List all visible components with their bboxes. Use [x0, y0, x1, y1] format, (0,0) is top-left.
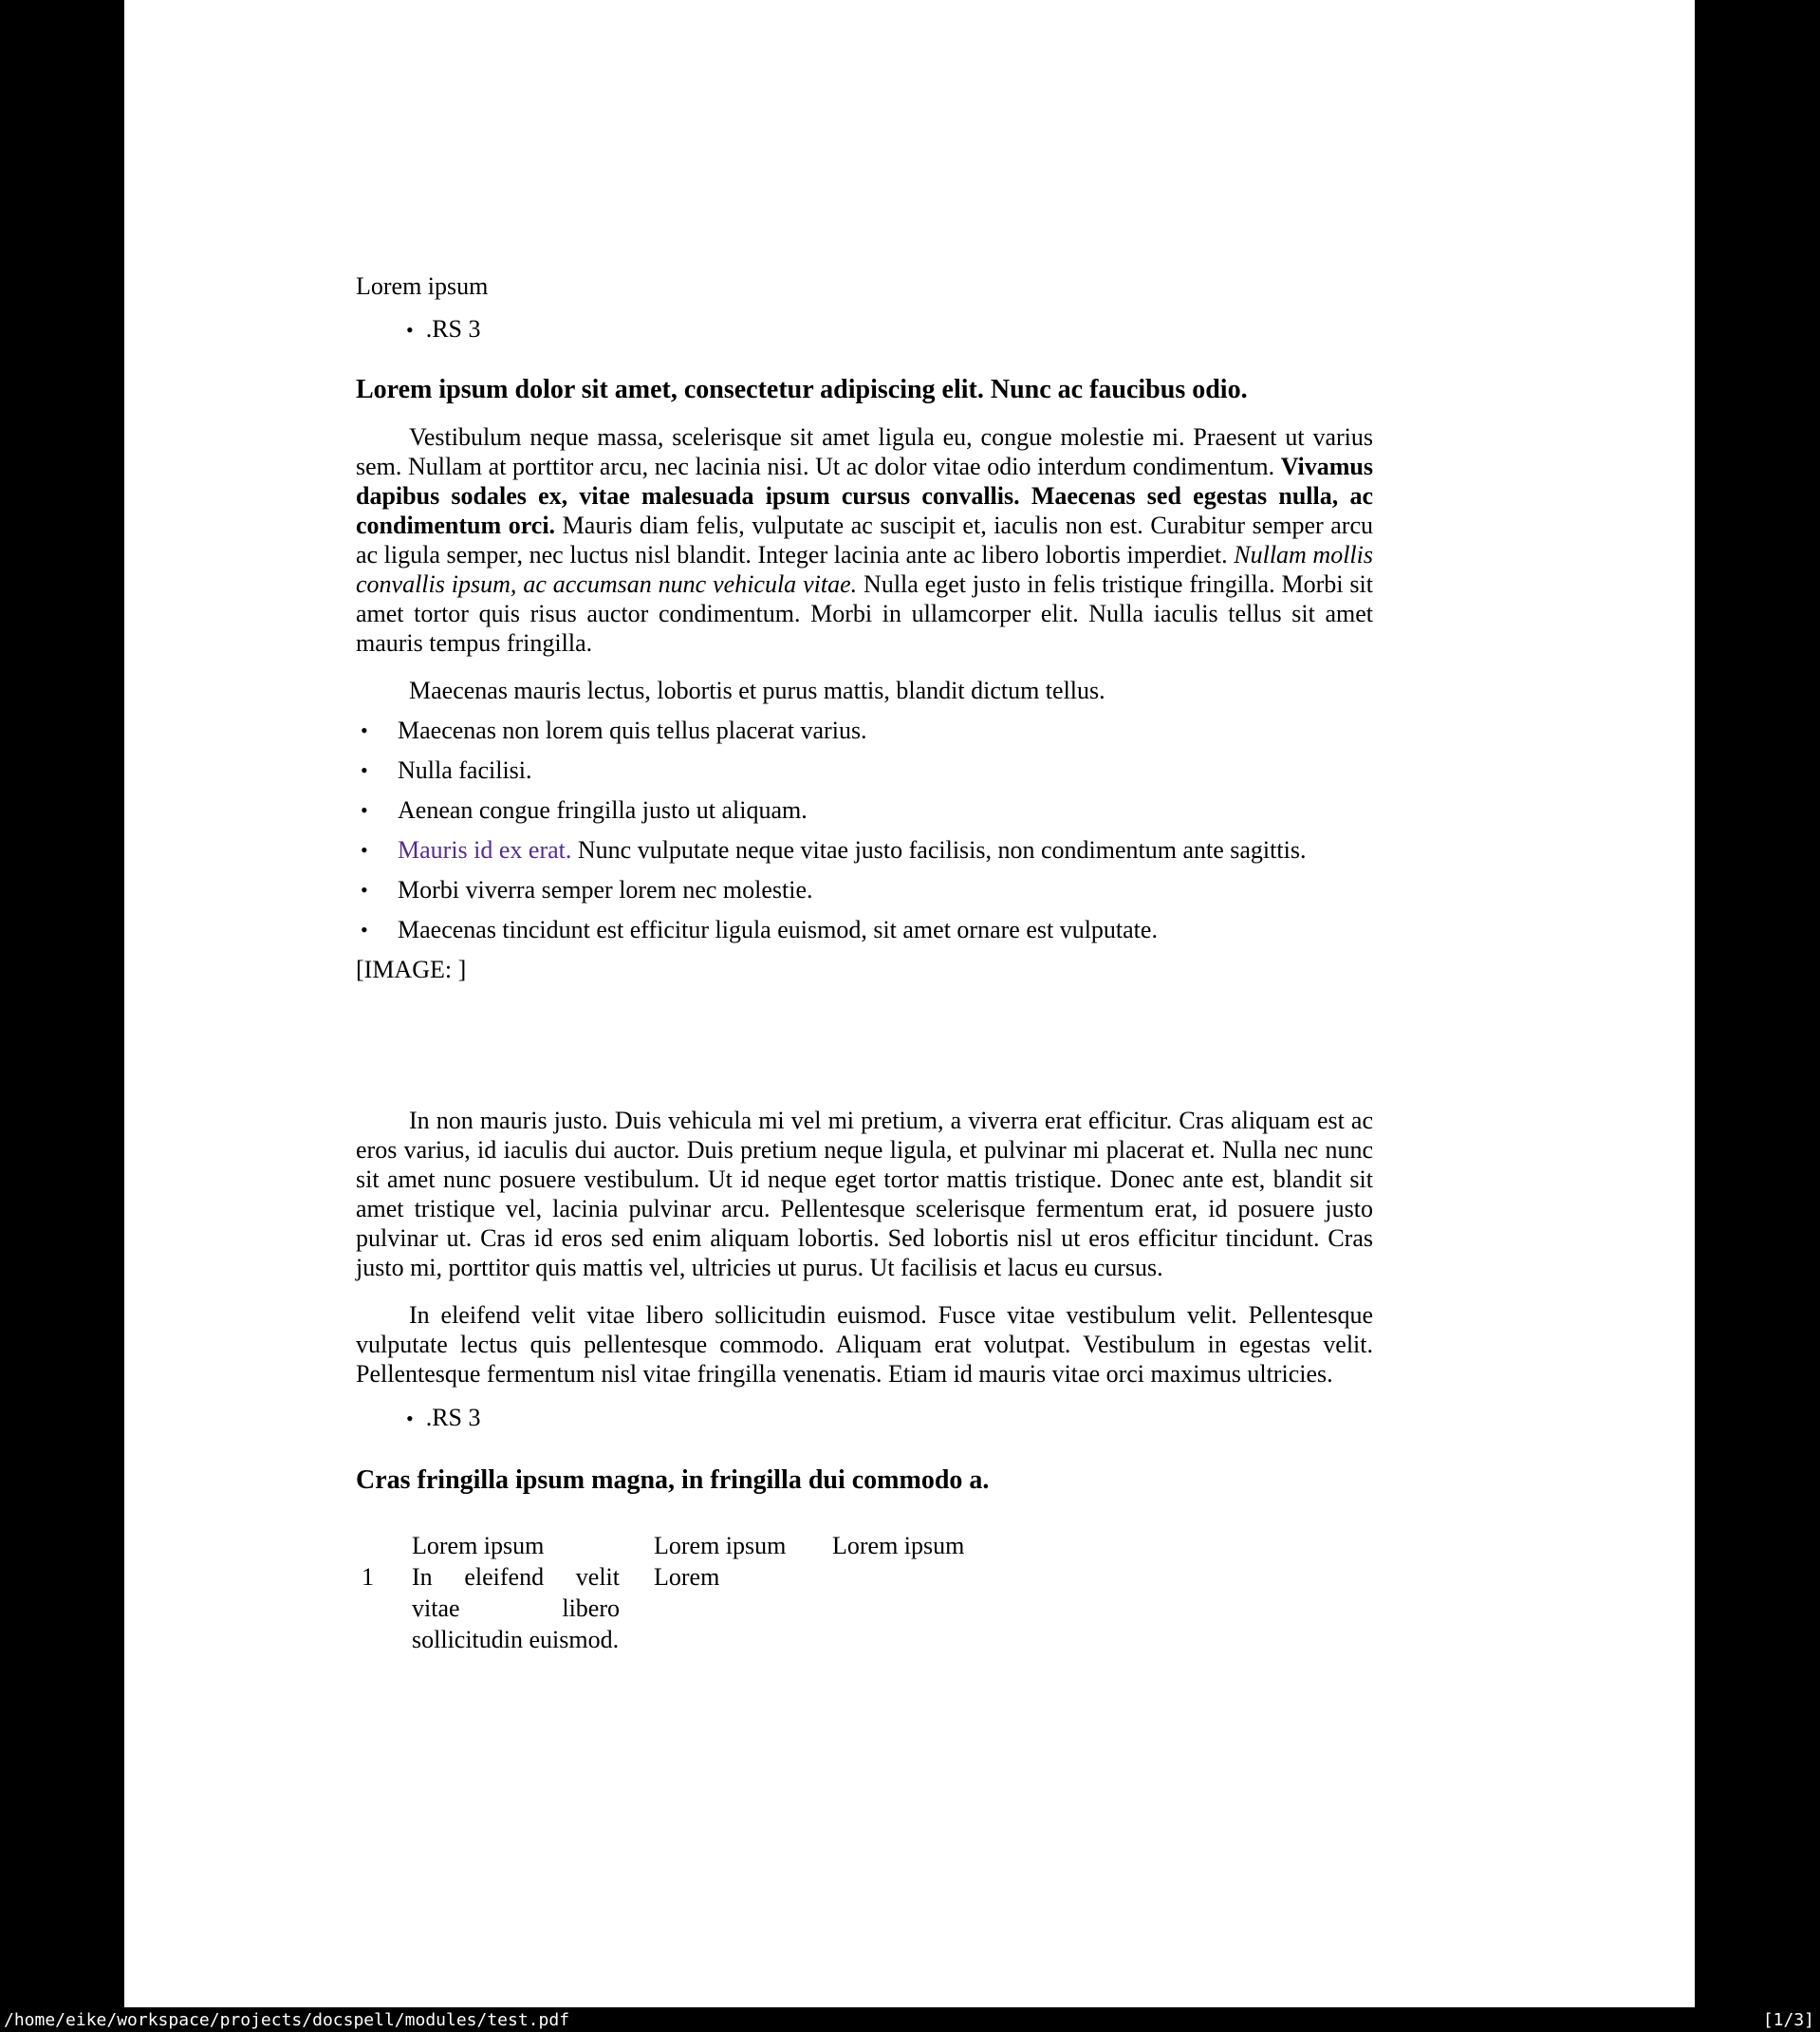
table-cell: Lorem [654, 1563, 720, 1591]
table-row-number: 1 [362, 1563, 374, 1591]
list-item [356, 835, 1373, 865]
section-heading-1: Lorem ipsum dolor sit amet, consectetur adipiscing elit. Nunc ac faucibus odio. [356, 375, 1248, 404]
list-item [356, 755, 1373, 785]
paragraph-2: Maecenas mauris lectus, lobortis et purus mattis, blandit dictum tellus. [409, 677, 1105, 704]
rs-directive-item [356, 1403, 1373, 1433]
image-empty-area [356, 984, 1373, 1106]
bullet-icon: • [361, 878, 368, 902]
document-table [356, 1530, 1373, 1655]
bullet-icon: • [361, 918, 368, 941]
bullet-icon: • [361, 718, 368, 742]
image-placeholder: [IMAGE: ] [356, 956, 467, 983]
bullet-icon: • [406, 1407, 414, 1430]
statusbar [0, 2007, 1820, 2032]
table-header-cell: Lorem ipsum [654, 1532, 787, 1559]
list-item [356, 795, 1373, 825]
rs-directive-label: .RS 3 [425, 315, 481, 343]
list-item-text: Maecenas non lorem quis tellus placerat varius. [398, 717, 867, 744]
table-header-cell: Lorem ipsum [412, 1532, 545, 1559]
list-item-text: Morbi viverra semper lorem nec molestie. [398, 876, 813, 904]
table-cell [832, 1561, 1373, 1655]
list-item-text: Maecenas tincidunt est efficitur ligula euismod, sit amet ornare est vulputate. [398, 916, 1158, 943]
list-item [356, 716, 1373, 745]
statusbar-file-path: /home/eike/workspace/projects/docspell/modules/test.pdf [4, 2009, 570, 2030]
list-item [356, 915, 1373, 944]
statusbar-page-indicator: [1/3] [1762, 2009, 1814, 2030]
rs-directive-item [356, 314, 1373, 345]
paragraph-1-italic: Nullam mollis convallis ipsum, ac accumsan nunc vehicula vitae. [356, 541, 1373, 598]
bullet-icon: • [361, 838, 368, 862]
list-item [356, 875, 1373, 904]
table-header-cell: Lorem ipsum [832, 1532, 965, 1559]
paragraph-4: In eleifend velit vitae libero sollicitudin euismod. Fusce vitae vestibulum velit. Pellentesque vulputate lectus quis pellentesque commodo. Aliquam erat volutpat. Vestibulum in egestas velit. Pellentesque fermentum nisl vitae fringilla venenatis. Etiam id mauris vitae orci maximus ultricies. [356, 1301, 1373, 1388]
document-page[interactable] [124, 0, 1695, 2007]
intro-line: Lorem ipsum [356, 272, 489, 300]
table-cell: In eleifend velit vitae libero sollicitudin euismod. [412, 1563, 620, 1653]
list-item-text: Aenean congue fringilla justo ut aliquam. [398, 796, 808, 824]
document-content [356, 271, 1373, 1655]
rs-directive-label: .RS 3 [425, 1404, 481, 1431]
paragraph-1-normal-1: Vestibulum neque massa, scelerisque sit amet ligula eu, congue molestie mi. Praesent ut varius sem. Nullam at porttitor arcu, nec lacinia nisi. Ut ac dolor vitae odio interdum condimentum. [356, 423, 1373, 480]
bullet-icon: • [361, 758, 368, 782]
paragraph-1-normal-3: Nulla eget justo in felis tristique fringilla. Morbi sit amet tortor quis risus auctor condimentum. Morbi in ullamcorper elit. Nulla iaculis tellus sit amet mauris tempus fringilla. [356, 570, 1373, 657]
paragraph-1 [356, 422, 1373, 658]
bullet-list [356, 716, 1373, 944]
list-item-text: Nulla facilisi. [398, 756, 532, 784]
table-header-empty [356, 1530, 412, 1561]
paragraph-1-normal-2: Mauris diam felis, vulputate ac suscipit et, iaculis non est. Curabitur semper arcu ac ligula semper, nec luctus nisl blandit. Integer lacinia ante ac libero lobortis imperdiet. [356, 512, 1374, 569]
paragraph-3: In non mauris justo. Duis vehicula mi vel mi pretium, a viverra erat efficitur. Cras aliquam est ac eros varius, id iaculis dui auctor. Duis pretium neque ligula, et pulvinar mi placerat et. Nulla nec nunc sit amet nunc posuere vestibulum. Ut id neque eget tortor mattis tristique. Donec ante est, blandit sit amet tristique vel, lacinia pulvinar arcu. Pellentesque scelerisque fermentum erat, id posuere justo pulvinar ut. Cras id eros sed enim aliquam lobortis. Sed lobortis nisl ut eros efficitur tincidunt. Cras justo mi, porttitor quis mattis vel, ultricies ut purus. Ut facilisis et lacus eu cursus. [356, 1107, 1373, 1281]
document-link[interactable]: Mauris id ex erat. [398, 836, 572, 864]
paragraph-1-bold: Vivamus dapibus sodales ex, vitae malesuada ipsum cursus convallis. Maecenas sed egestas nulla, ac condimentum orci. [356, 453, 1373, 539]
bullet-icon: • [406, 318, 414, 342]
bullet-icon: • [361, 798, 368, 822]
list-item-text: Nunc vulputate neque vitae justo facilisis, non condimentum ante sagittis. [571, 836, 1307, 864]
section-heading-2: Cras fringilla ipsum magna, in fringilla dui commodo a. [356, 1465, 990, 1495]
